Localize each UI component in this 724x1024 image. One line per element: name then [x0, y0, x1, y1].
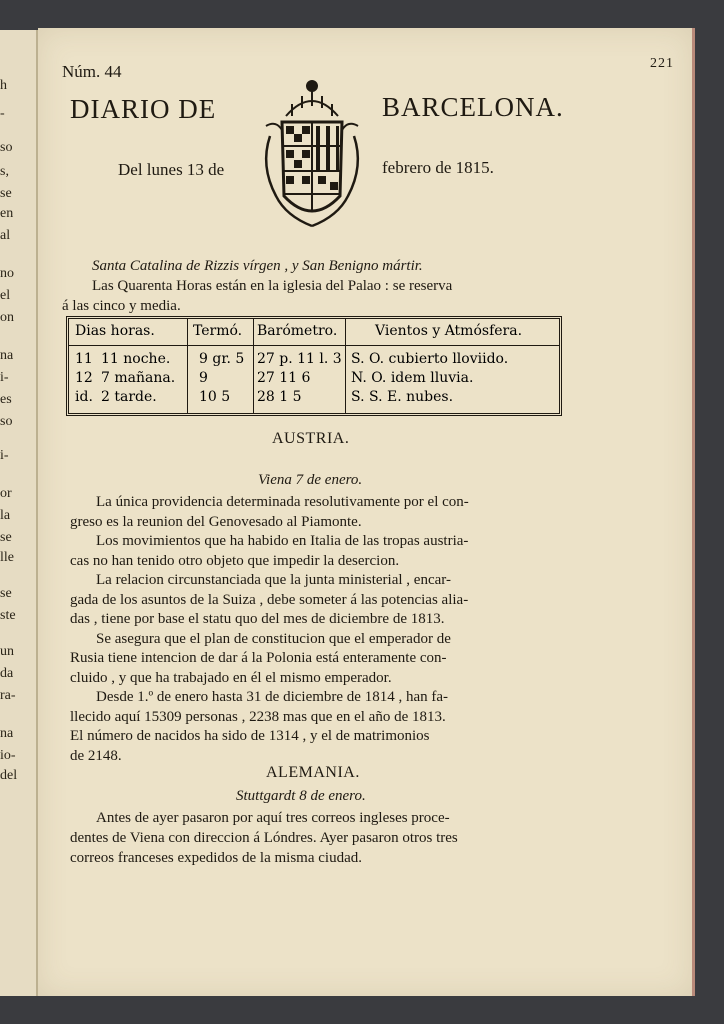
header-wind: Vientos y Atmósfera.	[375, 323, 523, 339]
cell-baro: 28 1 5	[257, 389, 302, 405]
dateline-stuttgardt: Stuttgardt 8 de enero.	[236, 788, 366, 804]
left-page-fragment: na	[0, 726, 14, 741]
cell-wind: N. O. idem lluvia.	[351, 370, 474, 386]
article-line: Desde 1.º de enero hasta 31 de diciembre de 1814 , han fa-	[96, 689, 449, 705]
left-page-fragment: en	[0, 206, 14, 221]
cell-hour: 7 mañana.	[101, 370, 176, 386]
header-thermo: Termó.	[193, 323, 243, 339]
issue-number: Núm. 44	[62, 62, 122, 81]
notice-line: á las cinco y media.	[62, 298, 181, 314]
weather-table	[66, 316, 562, 416]
page-number: 221	[650, 56, 674, 71]
section-heading-austria: AUSTRIA.	[272, 430, 350, 447]
article-line: cas no han tenido otro objeto que impedir la desercion.	[70, 552, 400, 569]
date-left: Del lunes 13 de	[118, 160, 225, 179]
left-page-fragment: da	[0, 666, 14, 681]
left-page-fragment: se	[0, 586, 12, 601]
left-page-fragment: lle	[0, 550, 14, 565]
section-heading-alemania: ALEMANIA.	[266, 764, 360, 781]
article-line: gada de los asuntos de la Suiza , debe someter á las potencias alia-	[70, 591, 469, 608]
left-page-fragment: la	[0, 508, 11, 523]
cell-wind: S. O. cubierto lloviido.	[351, 351, 509, 367]
left-page-fragment: se	[0, 530, 12, 545]
coat-of-arms-icon	[256, 76, 368, 236]
left-page-fragment: na	[0, 348, 14, 363]
article-line: cluido , y que ha trabajado en él el mismo emperador.	[70, 669, 392, 686]
article-line: correos franceses expedidos de la misma ciudad.	[70, 850, 362, 866]
left-page-fragment: i-	[0, 370, 9, 385]
cell-thermo: 9 gr. 5	[199, 351, 245, 367]
left-page-fragment: h	[0, 78, 7, 93]
left-page-fragment: se	[0, 186, 12, 201]
left-page-fragment: no	[0, 266, 14, 281]
cell-wind: S. S. E. nubes.	[351, 389, 454, 405]
article-line: das , tiene por base el statu quo del mes de diciembre de 1813.	[70, 611, 445, 627]
article-line: Rusia tiene intencion de dar á la Polonia está enteramente con-	[70, 650, 447, 666]
left-page-fragment: i-	[0, 448, 9, 463]
left-page-fragment: un	[0, 644, 14, 659]
cell-baro: 27 p. 11 l. 3	[257, 351, 342, 367]
article-line: Antes de ayer pasaron por aquí tres correos ingleses proce-	[96, 810, 450, 826]
article-line: Los movimientos que ha habido en Italia de las tropas austria-	[96, 533, 469, 549]
left-page-edge	[0, 30, 38, 996]
cell-day: id.	[75, 389, 93, 405]
left-page-fragment: del	[0, 768, 18, 783]
left-page-fragment: ste	[0, 608, 16, 623]
header-days: Dias horas.	[75, 323, 155, 339]
cell-hour: 11 noche.	[101, 351, 171, 367]
left-page-fragment: so	[0, 414, 13, 429]
left-page-fragment: io-	[0, 748, 16, 763]
notice-line: Las Quarenta Horas están en la iglesia del Palao : se reserva	[92, 278, 453, 294]
article-line: llecido aquí 15309 personas , 2238 mas que en el año de 1813.	[70, 708, 446, 725]
article-line: greso es la reunion del Genovesado al Piamonte.	[70, 513, 362, 530]
newspaper-page	[38, 28, 695, 996]
cell-baro: 27 11 6	[257, 370, 311, 386]
article-line: de 2148.	[70, 747, 122, 764]
cell-day: 12	[75, 370, 93, 386]
cell-hour: 2 tarde.	[101, 389, 157, 405]
masthead-title-right: BARCELONA.	[382, 92, 564, 122]
cell-thermo: 10 5	[199, 389, 231, 405]
left-page-fragment: ra-	[0, 688, 16, 703]
dateline-viena: Viena 7 de enero.	[258, 472, 363, 488]
saints-of-the-day: Santa Catalina de Rizzis vírgen , y San Benigno mártir.	[92, 258, 423, 274]
left-page-fragment: or	[0, 486, 12, 501]
left-page-fragment: al	[0, 228, 11, 243]
header-divider	[69, 345, 559, 346]
left-page-fragment: -	[0, 106, 5, 121]
left-page-fragment: on	[0, 310, 14, 325]
cell-thermo: 9	[199, 370, 208, 386]
left-page-fragment: s,	[0, 164, 9, 179]
header-baro: Barómetro.	[257, 323, 338, 339]
masthead-title-left: DIARIO DE	[70, 94, 217, 124]
left-page-fragment: es	[0, 392, 12, 407]
cell-day: 11	[75, 351, 93, 367]
article-line: dentes de Viena con direccion á Lóndres. Ayer pasaron otros tres	[70, 830, 458, 846]
article-line: Se asegura que el plan de constitucion que el emperador de	[96, 630, 451, 647]
article-line: El número de nacidos ha sido de 1314 , y el de matrimonios	[70, 728, 430, 744]
left-page-fragment: el	[0, 288, 11, 303]
left-page-fragment: so	[0, 140, 13, 155]
article-line: La única providencia determinada resolutivamente por el con-	[96, 494, 469, 510]
date-right: febrero de 1815.	[382, 158, 494, 177]
article-line: La relacion circunstanciada que la junta ministerial , encar-	[96, 572, 451, 588]
